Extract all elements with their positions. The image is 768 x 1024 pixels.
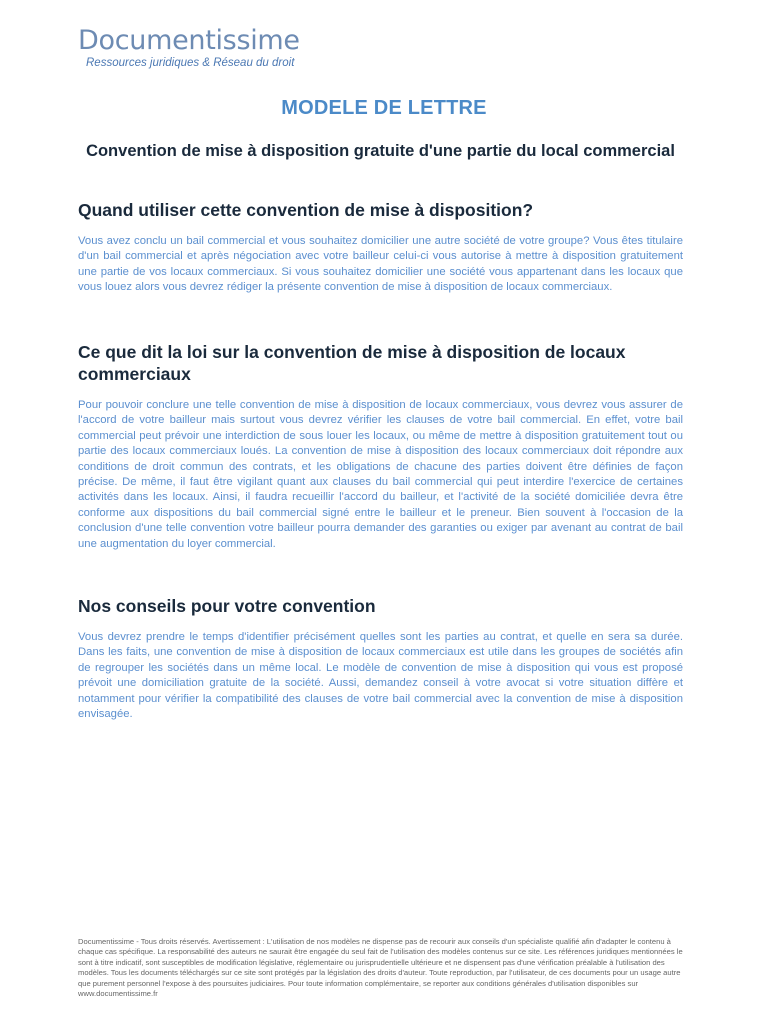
brand-tagline: Ressources juridiques & Réseau du droit [86,57,295,69]
document-type-heading: MODELE DE LETTRE [281,97,487,119]
section-body-when-to-use: Vous avez conclu un bail commercial et vous souhaitez domicilier une autre société de votre groupe? Vous êtes titulaire d'un bail commercial et après négociation avec votre bailleur celui-ci vous autorise à mettre à disposition gratuitement une partie de vos locaux commerciaux. Si vous souhaitez domicilier une société vous appartenant dans les locaux que vous louez alors vous devrez rédiger la présente convention de mise à disposition de locaux commerciaux. [78,235,683,294]
brand-logo [78,24,300,70]
footer-disclaimer: Documentissime - Tous droits réservés. Avertissement : L'utilisation de nos modèles ne dispense pas de recourir aux conseils d'un spécialiste qualifié afin d'adapter le contenu à chaque cas spécifique. La responsabilité des auteurs ne saurait être engagée du seul fait de l'utilisation des modèles contenus sur ce site. Les références juridiques mentionnées le sont à titre indicatif, sont susceptibles de modification législative, réglementaire ou jurisprudentielle ultérieure et ne dispensent pas d'une vérification préalable à l'utilisation des modèles. Tous les documents téléchargés sur ce site sont protégés par la législation des droits d'auteur. Toute reproduction, par l'utilisateur, de ces documents pour un usage autre que purement personnel l'expose à des poursuites judiciaires. Pour toute information complémentaire, se reporter aux conditions générales d'utilisation disponibles sur www.documentissime.fr [78,937,683,999]
brand-name: Documentissime [78,25,300,56]
section-heading-law: Ce que dit la loi sur la convention de mise à disposition de locaux commerciaux [78,342,626,384]
document-title: Convention de mise à disposition gratuite d'une partie du local commercial [86,142,675,160]
section-heading-when-to-use: Quand utiliser cette convention de mise à disposition? [78,200,534,220]
section-body-law: Pour pouvoir conclure une telle convention de mise à disposition de locaux commerciaux, vous devrez vous assurer de l'accord de votre bailleur mais surtout vous devrez vérifier les clauses de votre bail commercial. En effet, votre bail commercial peut prévoir une interdiction de sous louer les locaux, ou même de mettre à disposition gratuitement tout ou partie des locaux commerciaux loués. La convention de mise à disposition des locaux commerciaux doit répondre aux conditions de droit commun des contrats, et les obligations de chacune des parties doivent être définies de façon précise. De même, il faut être vigilant quant aux clauses du bail commercial qui peut interdire l'exercice de certaines activités dans les locaux. Ainsi, il faudra recueillir l'accord du bailleur, et l'activité de la société domiciliée devra être conforme aux dispositions du bail commercial signé entre le bailleur et le preneur. Bien souvent à l'occasion de la conclusion d'une telle convention votre bailleur pourra demander des garanties ou exiger par avenant au contrat de bail une augmentation du loyer commercial. [78,399,683,550]
section-body-advice: Vous devrez prendre le temps d'identifier précisément quelles sont les parties au contrat, et quelle en sera sa durée. Dans les faits, une convention de mise à disposition de locaux commerciaux est utile dans les groupes de sociétés afin de regrouper les sociétés dans un même local. Le modèle de convention de mise à disposition qui vous est proposé prévoit une domiciliation gratuite de la société. Aussi, demandez conseil à votre avocat si votre situation diffère et notamment pour vérifier la compatibilité des clauses de votre bail commercial avec la convention de mise à disposition envisagée. [78,631,683,721]
section-heading-advice: Nos conseils pour votre convention [78,596,376,616]
